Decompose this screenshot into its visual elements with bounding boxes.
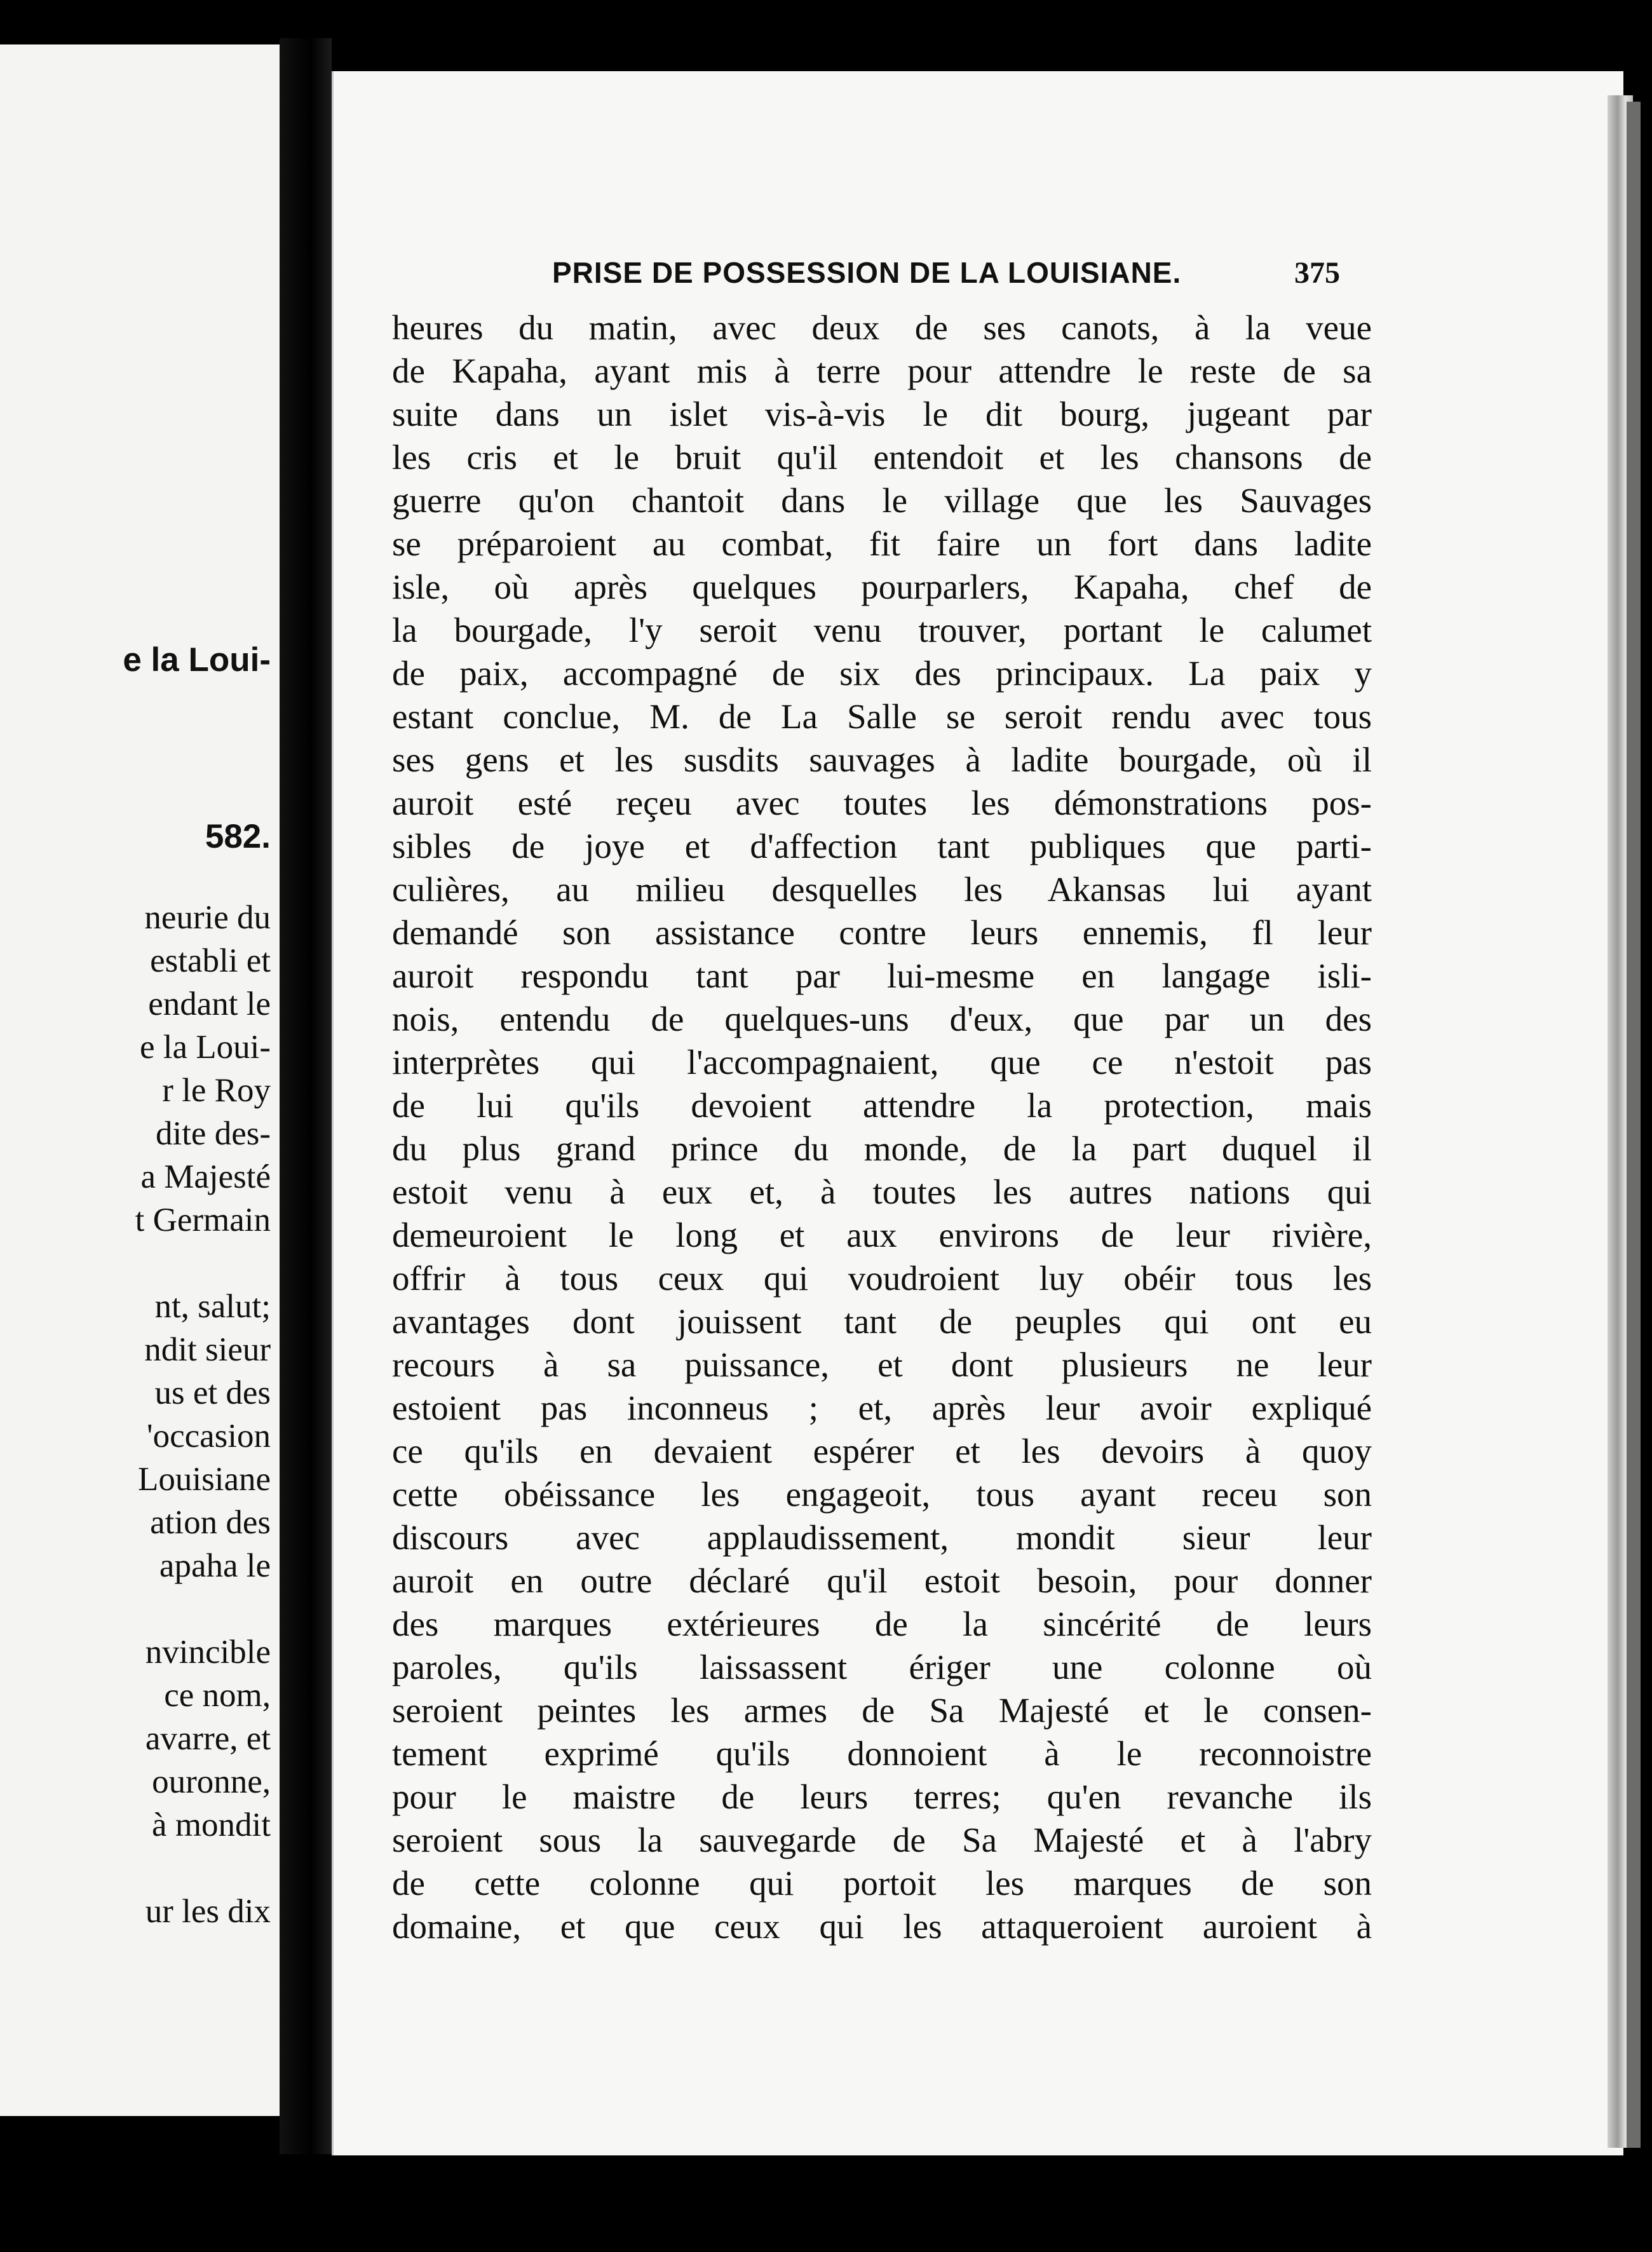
left-page-line: apaha le — [159, 1547, 271, 1584]
left-page-line: r le Roy — [162, 1072, 271, 1109]
left-page-line: à mondit — [152, 1807, 271, 1843]
text-line: interprètes qui l'accompagnaient, que ce n'estoit pas — [392, 1043, 1372, 1082]
text-line: cette obéissance les engageoit, tous ayant receu son — [392, 1475, 1372, 1514]
left-page-line: dite des- — [155, 1115, 271, 1152]
page-number: 375 — [1294, 256, 1340, 290]
text-line: seroient peintes les armes de Sa Majesté et le consen- — [392, 1691, 1372, 1730]
left-page-heading: 582. — [205, 818, 271, 855]
book-gutter — [280, 38, 332, 2154]
left-page-line: t Germain — [135, 1202, 271, 1238]
text-line: ce qu'ils en devaient espérer et les devoirs à quoy — [392, 1432, 1372, 1470]
text-line: estoient pas inconneus ; et, après leur avoir expliqué — [392, 1388, 1372, 1427]
text-line: estoit venu à eux et, à toutes les autres nations qui — [392, 1172, 1372, 1211]
text-line: estant conclue, M. de La Salle se seroit rendu avec tous — [392, 697, 1372, 736]
left-page-line: nt, salut; — [154, 1288, 271, 1325]
text-line: se préparoient au combat, fit faire un fort dans ladite — [392, 524, 1372, 563]
left-page-line: avarre, et — [145, 1720, 271, 1757]
text-line: guerre qu'on chantoit dans le village que les Sauvages — [392, 481, 1372, 520]
text-line: les cris et le bruit qu'il entendoit et les chansons de — [392, 438, 1372, 477]
body-text — [392, 306, 1372, 1948]
left-page-line: ce nom, — [164, 1677, 271, 1714]
left-page-heading: e la Loui- — [123, 641, 271, 679]
left-page-line: a Majesté — [140, 1158, 271, 1195]
text-line: tement exprimé qu'ils donnoient à le reconnoistre — [392, 1734, 1372, 1773]
text-line: de cette colonne qui portoit les marques de son — [392, 1864, 1372, 1903]
left-page — [0, 44, 283, 2116]
left-page-line: establi et — [150, 942, 271, 979]
page-edge-shadow — [1627, 102, 1641, 2148]
text-line: pour le maistre de leurs terres; qu'en revanche ils — [392, 1777, 1372, 1816]
text-line: demeuroient le long et aux environs de leur rivière, — [392, 1216, 1372, 1254]
text-line: seroient sous la sauvegarde de Sa Majesté et à l'abry — [392, 1821, 1372, 1859]
text-line: la bourgade, l'y seroit venu trouver, portant le calumet — [392, 611, 1372, 649]
text-line: ses gens et les susdits sauvages à ladite bourgade, où il — [392, 740, 1372, 779]
text-line: sibles de joye et d'affection tant publiques que parti- — [392, 827, 1372, 865]
text-line: des marques extérieures de la sincérité de leurs — [392, 1604, 1372, 1643]
text-line: suite dans un islet vis-à-vis le dit bourg, jugeant par — [392, 395, 1372, 433]
text-line: domaine, et que ceux qui les attaqueroient auroient à — [392, 1907, 1372, 1946]
left-page-line: nvincible — [145, 1634, 271, 1671]
text-line: discours avec applaudissement, mondit sieur leur — [392, 1518, 1372, 1557]
left-page-line: ouronne, — [152, 1763, 271, 1800]
left-page-line: e la Loui- — [139, 1029, 271, 1066]
left-page-line: us et des — [154, 1374, 271, 1411]
text-line: de paix, accompagné de six des principaux. La paix y — [392, 654, 1372, 693]
text-line: heures du matin, avec deux de ses canots, à la veue — [392, 308, 1372, 347]
text-line: demandé son assistance contre leurs ennemis, fl leur — [392, 913, 1372, 952]
text-line: culières, au milieu desquelles les Akansas lui ayant — [392, 870, 1372, 909]
text-line: offrir à tous ceux qui voudroient luy obéir tous les — [392, 1259, 1372, 1298]
text-line: auroit respondu tant par lui-mesme en langage isli- — [392, 956, 1372, 995]
text-line: nois, entendu de quelques-uns d'eux, que par un des — [392, 1000, 1372, 1038]
text-line: du plus grand prince du monde, de la part duquel il — [392, 1129, 1372, 1168]
text-line: de Kapaha, ayant mis à terre pour attendre le reste de sa — [392, 351, 1372, 390]
text-line: auroit esté reçeu avec toutes les démonstrations pos- — [392, 783, 1372, 822]
left-page-line: ation des — [150, 1504, 271, 1541]
running-head: PRISE DE POSSESSION DE LA LOUISIANE. — [552, 256, 1182, 289]
left-page-line: ndit sieur — [144, 1331, 271, 1368]
left-page-line: neurie du — [144, 899, 271, 936]
text-line: avantages dont jouissent tant de peuples qui ont eu — [392, 1302, 1372, 1341]
text-line: isle, où après quelques pourparlers, Kapaha, chef de — [392, 567, 1372, 606]
left-page-line: Louisiane — [138, 1461, 271, 1498]
text-line: de lui qu'ils devoient attendre la protection, mais — [392, 1086, 1372, 1125]
left-page-line: ur les dix — [145, 1893, 271, 1930]
right-page — [332, 71, 1623, 2155]
left-page-line: 'occasion — [147, 1418, 271, 1455]
text-line: auroit en outre déclaré qu'il estoit besoin, pour donner — [392, 1561, 1372, 1600]
text-line: recours à sa puissance, et dont plusieurs ne leur — [392, 1345, 1372, 1384]
left-page-line: endant le — [148, 986, 271, 1022]
text-line: paroles, qu'ils laissassent ériger une colonne où — [392, 1648, 1372, 1686]
